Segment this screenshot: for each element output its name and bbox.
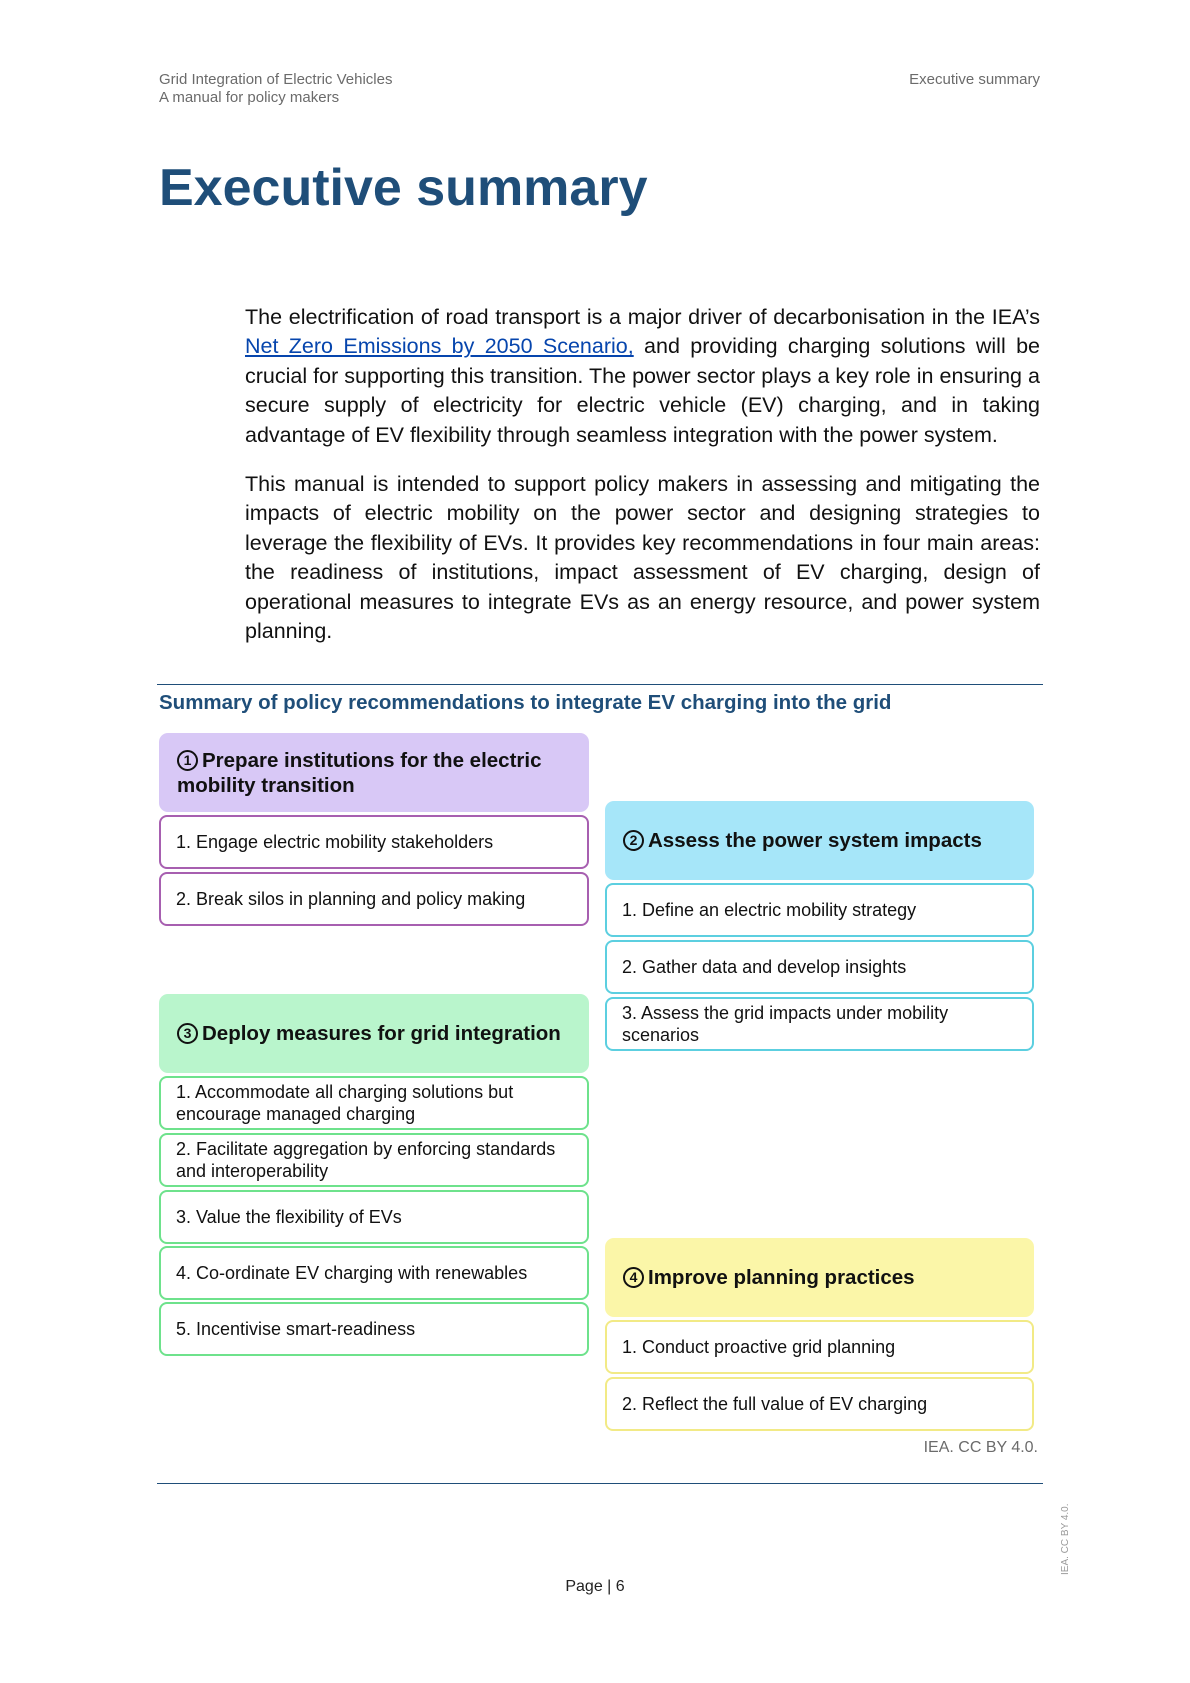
circled-number-3: 3	[177, 1023, 198, 1044]
circled-number-1: 1	[177, 750, 198, 771]
figure-top-rule	[157, 684, 1043, 685]
header-section-name: Executive summary	[909, 71, 1040, 88]
header-doc-subtitle: A manual for policy makers	[159, 89, 340, 106]
group-3-item-2: 2. Facilitate aggregation by enforcing standards and interoperability	[159, 1133, 589, 1187]
side-credit: IEA. CC BY 4.0.	[1060, 1503, 1071, 1575]
group-2-item-3: 3. Assess the grid impacts under mobility scenarios	[605, 997, 1034, 1051]
group-4-item-1: 1. Conduct proactive grid planning	[605, 1320, 1034, 1374]
group-3-item-5: 5. Incentivise smart-readiness	[159, 1302, 589, 1356]
nze-scenario-link[interactable]: Net Zero Emissions by 2050 Scenario,	[245, 334, 634, 359]
group-1-heading-text: Prepare institutions for the electric mobility transition	[177, 748, 542, 797]
group-3-item-3: 3. Value the flexibility of EVs	[159, 1190, 589, 1244]
group-4-heading-text: Improve planning practices	[648, 1266, 915, 1289]
p1-text-end: and providing charging solutions will be crucial for supporting this transition. The power sector plays a key role in ensuring a secure supply of electricity for electric vehicle (EV) charging, and in taking advantage of EV flexibility through seamless integration with the power system.	[245, 334, 1040, 447]
group-4-heading	[605, 1238, 1034, 1317]
p1-text-start: The electrification of road transport is a major driver of decarbonisation in the IEA’s	[245, 305, 1040, 329]
group-3-heading-text: Deploy measures for grid integration	[202, 1022, 561, 1045]
intro-paragraph-2: This manual is intended to support policy makers in assessing and mitigating the impacts of electric mobility on the power sector and designing strategies to leverage the flexibility of EVs. It provides key recommendations in four main areas: the readiness of institutions, impact assessment of EV charging, design of operational measures to integrate EVs as an energy resource, and power system planning.	[245, 472, 1040, 644]
circled-number-2: 2	[623, 830, 644, 851]
circled-number-4: 4	[623, 1267, 644, 1288]
figure-credit: IEA. CC BY 4.0.	[923, 1439, 1038, 1456]
figure-title: Summary of policy recommendations to integrate EV charging into the grid	[159, 691, 892, 714]
running-header-left	[159, 71, 392, 107]
group-1-item-2: 2. Break silos in planning and policy making	[159, 872, 589, 926]
group-1-heading	[159, 733, 589, 812]
group-3-item-4: 4. Co-ordinate EV charging with renewables	[159, 1246, 589, 1300]
group-2-item-1: 1. Define an electric mobility strategy	[605, 883, 1034, 937]
group-3-item-1: 1. Accommodate all charging solutions but encourage managed charging	[159, 1076, 589, 1130]
figure-bottom-rule	[157, 1483, 1043, 1484]
header-doc-title: Grid Integration of Electric Vehicles	[159, 71, 393, 88]
page-number: Page | 6	[565, 1578, 625, 1595]
group-1-item-1: 1. Engage electric mobility stakeholders	[159, 815, 589, 869]
group-2-item-2: 2. Gather data and develop insights	[605, 940, 1034, 994]
group-2-heading-text: Assess the power system impacts	[648, 829, 982, 852]
group-3-heading	[159, 994, 589, 1073]
group-2-heading	[605, 801, 1034, 880]
intro-paragraph-1	[245, 303, 1040, 450]
group-4-item-2: 2. Reflect the full value of EV charging	[605, 1377, 1034, 1431]
page-title: Executive summary	[159, 159, 648, 217]
